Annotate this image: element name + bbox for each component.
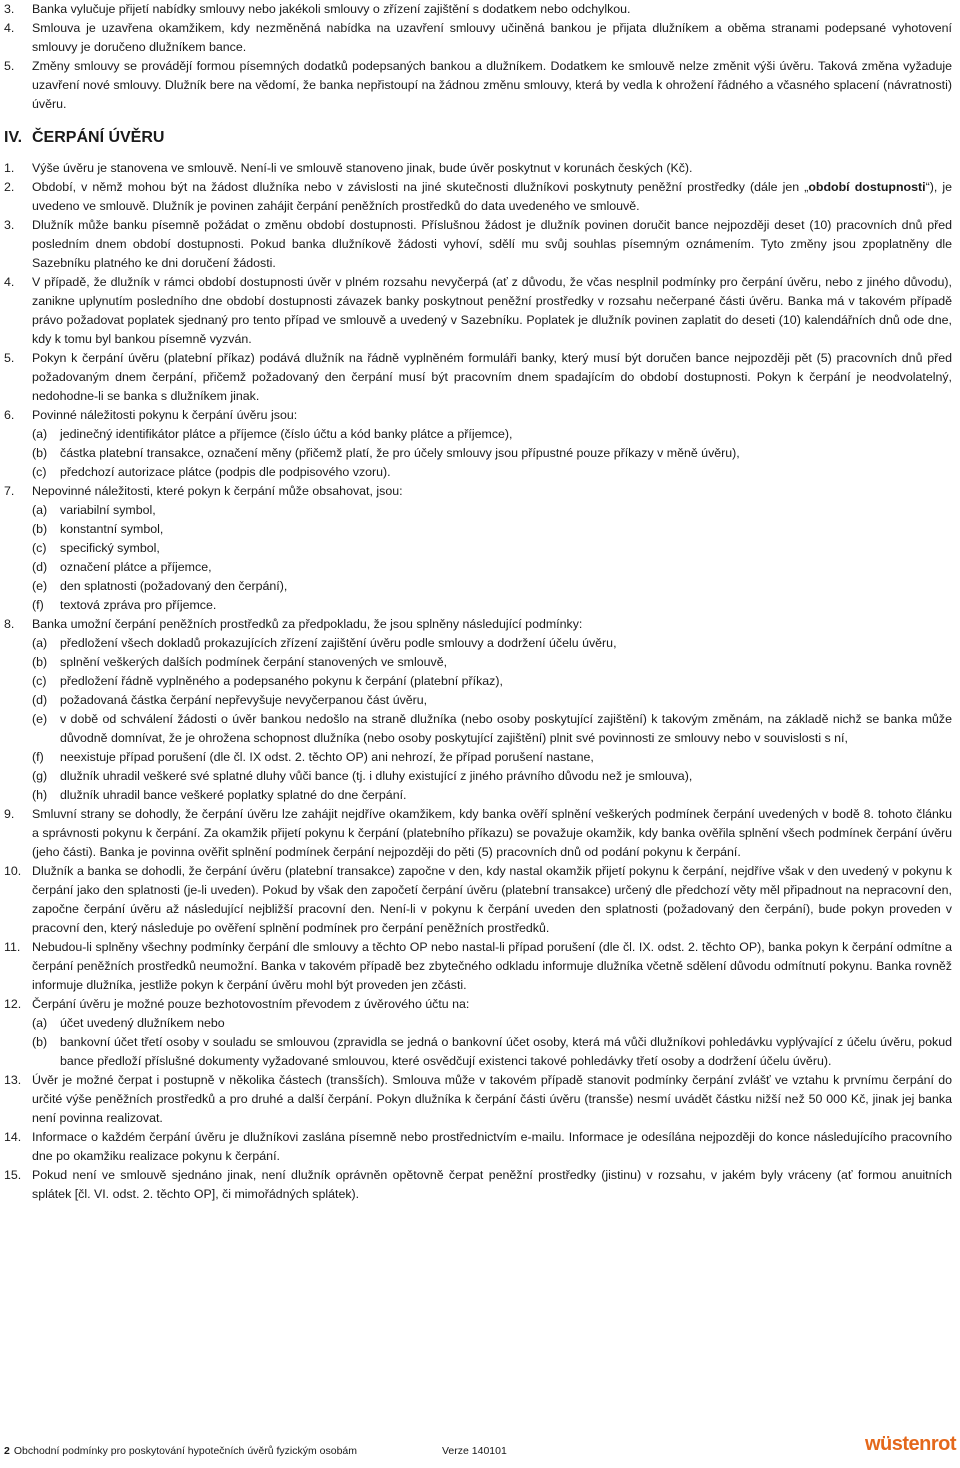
sub-item-letter: (a) [32,427,48,441]
sub-item-letter: (e) [32,579,48,593]
item-text [32,178,952,216]
paragraph-text: Smlouva je uzavřena okamžikem, kdy nezměněná nabídka na uzavření smlouvy učiněná bankou je přijata dlužníkem a oběma stranami podepsané vyhotovení smlouvy je doručeno dlužníkem bance. [32,21,952,54]
document-title: Obchodní podmínky pro poskytování hypotečních úvěrů fyzickým osobám [13,1445,358,1457]
sub-item [4,710,952,748]
document-body [4,0,952,1204]
sub-item-letter: (a) [32,1016,48,1030]
item-number: 11. [4,940,21,954]
item-number: 2. [4,180,15,194]
paragraph-4 [4,19,952,57]
item-6 [4,406,952,425]
sub-item-text: den splatnosti (požadovaný den čerpání), [60,579,288,593]
item-number: 10. [4,864,22,878]
item-number: 12. [4,997,22,1011]
sub-item-letter: (e) [32,712,48,726]
item-7 [4,482,952,501]
sub-item-text: předložení řádně vyplněného a podepsaného pokynu k čerpání (platební příkaz), [60,674,503,688]
paragraph-number: 5. [4,59,15,73]
sub-item-letter: (d) [32,693,48,707]
item-text: Banka umožní čerpání peněžních prostředků za předpokladu, že jsou splněny následující podmínky: [32,617,583,631]
sub-item [4,463,952,482]
sub-item [4,672,952,691]
sub-item-text: variabilní symbol, [60,503,156,517]
page-footer [4,1441,952,1461]
item-13 [4,1071,952,1128]
item-2 [4,178,952,216]
sub-item [4,653,952,672]
item-number: 7. [4,484,15,498]
item-number: 9. [4,807,15,821]
item-text: Čerpání úvěru je možné pouze bezhotovostním převodem z úvěrového účtu na: [32,997,470,1011]
sub-item-text: předložení všech dokladů prokazujících zřízení zajištění úvěru podle smlouvy a dodržení účelu úvěru, [60,636,617,650]
item-10 [4,862,952,938]
item-number: 13. [4,1073,22,1087]
sub-item-text: bankovní účet třetí osoby v souladu se smlouvou (zpravidla se jedná o bankovní účet osoby, která má vůči dlužníkovi pohledávku vyplývající z účelu úvěru, pokud bance předloží příslušné dokumenty vyžadované smlouvou, které osvědčují existenci takové pohledávky třetí osoby a dodržení účelu úvěru). [60,1035,952,1068]
sub-item-letter: (c) [32,541,47,555]
item-text: Výše úvěru je stanovena ve smlouvě. Není-li ve smlouvě stanoveno jinak, bude úvěr poskytnut v korunách českých (Kč). [32,161,693,175]
sub-item-text: účet uvedený dlužníkem nebo [60,1016,225,1030]
paragraph-number: 3. [4,2,15,16]
paragraph-number: 4. [4,21,15,35]
sub-item-letter: (a) [32,503,48,517]
sub-item-text: neexistuje případ porušení (dle čl. IX odst. 2. těchto OP) ani nehrozí, že případ porušení nastane, [60,750,594,764]
item-number: 5. [4,351,15,365]
item-text: Informace o každém čerpání úvěru je dlužníkovi zaslána písemně nebo prostřednictvím e-mailu. Informace je odesílána nejpozději do konce následujícího pracovního dne po okamžiku realizace pokynu k čerpání. [32,1130,952,1163]
sub-item-text: označení plátce a příjemce, [60,560,212,574]
sub-item-text: dlužník uhradil veškeré své splatné dluhy vůči bance (tj. i dluhy existující z jiného právního důvodu než je smlouva), [60,769,693,783]
item-text: Povinné náležitosti pokynu k čerpání úvěru jsou: [32,408,298,422]
sub-item-letter: (b) [32,522,48,536]
item-5 [4,349,952,406]
sub-item [4,748,952,767]
sub-item-letter: (g) [32,769,48,783]
sub-item-text: částka platební transakce, označení měny (přičemž platí, že pro účely smlouvy jsou přípustné pouze příkazy v měně úvěru), [60,446,740,460]
section-number: IV. [4,129,23,146]
sub-item [4,577,952,596]
sub-item-text: předchozí autorizace plátce (podpis dle podpisového vzoru). [60,465,391,479]
item-text-part: Období, v němž mohou být na žádost dlužníka nebo v závislosti na jiné skutečnosti dlužníkovi poskytnuty peněžní prostředky (dále jen „ [32,180,809,194]
sub-item [4,786,952,805]
sub-item-letter: (f) [32,598,44,612]
sub-item-letter: (b) [32,446,48,460]
sub-item-text: splnění veškerých dalších podmínek čerpání stanovených ve smlouvě, [60,655,448,669]
item-number: 15. [4,1168,22,1182]
item-text: Dlužník může banku písemně požádat o změnu období dostupnosti. Příslušnou žádost je dlužník povinen doručit bance nejpozději deset (10) pracovních dnů před posledním dnem období dostupnosti. Pokud banka dlužníkově žádosti vyhoví, sdělí mu svůj souhlas písemným oznámením. Tyto změny jsou zpoplatněny dle Sazebníku platného ke dni doručení žádosti. [32,218,952,270]
sub-item [4,425,952,444]
page-number: 2 [4,1445,10,1457]
item-number: 3. [4,218,15,232]
item-number: 1. [4,161,15,175]
item-3 [4,216,952,273]
item-text: Nepovinné náležitosti, které pokyn k čerpání může obsahovat, jsou: [32,484,403,498]
sub-item [4,520,952,539]
item-text: V případě, že dlužník v rámci období dostupnosti úvěr v plném rozsahu nevyčerpá (ať z důvodu, že včas nesplnil podmínky pro čerpání úvěru, nebo z jiného důvodu), zanikne uplynutím posledního dne období dostupnosti závazek banky poskytnout peněžní prostředky v rozsahu nečerpané části úvěru. Banka má v takovém případě právo požadovat poplatek sjednaný pro tento případ ve smlouvě a uvedený v Sazebníku. Poplatek je dlužník povinen zaplatit do deseti (10) kalendářních dnů ode dne, kdy k tomu byl bankou písemně vyzván. [32,275,952,346]
item-14 [4,1128,952,1166]
item-text: Pokyn k čerpání úvěru (platební příkaz) podává dlužník na řádně vyplněném formuláři banky, který musí být doručen bance nejpozději pět (5) pracovních dnů před požadovaným dnem čerpání, přičemž požadovaný den čerpání musí být pracovním dnem spadajícím do období dostupnosti. Pokyn k čerpání je neodvolatelný, nedohodne-li se banka s dlužníkem jinak. [32,351,952,403]
item-11 [4,938,952,995]
item-text: Dlužník a banka se dohodli, že čerpání úvěru (platební transakce) započne v den, kdy nastal okamžik přijetí pokynu k čerpání, nejdříve však v den uvedený v pokynu k čerpání jako den splatnosti (je-li uveden). Pokud by však den započetí čerpání úvěru (platební transakce) určený dle předchozí věty měl připadnout na nepracovní den, započne čerpání úvěru až následující nejbližší pracovní den. Není-li v pokynu k čerpání uveden den splatnosti (požadovaný den čerpání), bude pokyn proveden v pracovní den, který následuje po ověření splnění podmínek pro čerpání peněžních prostředků. [32,864,952,935]
sub-item [4,1033,952,1071]
sub-item-letter: (d) [32,560,48,574]
sub-item-letter: (b) [32,1035,48,1049]
sub-item [4,558,952,577]
item-4 [4,273,952,349]
sub-item-letter: (c) [32,465,47,479]
sub-item-text: dlužník uhradil bance veškeré poplatky splatné do dne čerpání. [60,788,407,802]
paragraph-5 [4,57,952,114]
item-8 [4,615,952,634]
section-title: ČERPÁNÍ ÚVĚRU [32,129,165,146]
sub-item [4,596,952,615]
sub-item-letter: (c) [32,674,47,688]
sub-item-letter: (h) [32,788,48,802]
defined-term: období dostupnosti [808,180,926,194]
item-15 [4,1166,952,1204]
wustenrot-logo: wüstenrot [864,1433,956,1455]
item-1 [4,159,952,178]
sub-item [4,444,952,463]
item-number: 6. [4,408,15,422]
paragraph-3 [4,0,952,19]
sub-item-text: jedinečný identifikátor plátce a příjemce (číslo účtu a kód banky plátce a příjemce), [60,427,513,441]
item-text: Pokud není ve smlouvě sjednáno jinak, není dlužník oprávněn opětovně čerpat peněžní prostředky (jistinu) v rozsahu, v jakém byly vráceny (ať formou anuitních splátek [čl. VI. odst. 2. těchto OP], či mimořádných splátek). [32,1168,952,1201]
sub-item [4,539,952,558]
item-text: Úvěr je možné čerpat i postupně v několika částech (transších). Smlouva může v takovém případě stanovit podmínky čerpání zvlášť ve vztahu k prvnímu čerpání do určité výše peněžních prostředků a pro druhé a další čerpání. Pokyn dlužníka k čerpání části úvěru (transše) nesmí uvádět částku nižší než 50 000 Kč, jinak jej banka není povinna realizovat. [32,1073,952,1125]
item-text: Smluvní strany se dohodly, že čerpání úvěru lze zahájit nejdříve okamžikem, kdy banka ověří splnění veškerých podmínek čerpání uvedených v bodě 8. tohoto článku a správnosti pokynu k čerpání. Za okamžik přijetí pokynu k čerpání (platebního příkazu) se považuje okamžik, kdy banka ověřila splnění všech podmínek čerpání úvěru (jeho části). Banka je povinna ověřit splnění podmínek čerpání nejpozději do pěti (5) pracovních dnů od podání pokynu k čerpání. [32,807,952,859]
item-text: Nebudou-li splněny všechny podmínky čerpání dle smlouvy a těchto OP nebo nastal-li případ porušení (dle čl. IX. odst. 2. těchto OP), banka pokyn k čerpání odmítne a čerpání peněžních prostředků neumožní. Banka v takovém případě bez zbytečného odkladu informuje dlužníka včetně sdělení důvodu odmítnutí pokynu. Banka rovněž informuje dlužníka, jestliže pokyn k čerpání úvěru mohl být proveden jen zčásti. [32,940,952,992]
paragraph-text: Banka vylučuje přijetí nabídky smlouvy nebo jakékoli smlouvy o zřízení zajištění s dodatkem nebo odchylkou. [32,2,631,16]
paragraph-text: Změny smlouvy se provádějí formou písemných dodatků podepsaných bankou a dlužníkem. Dodatkem ke smlouvě nelze změnit výši úvěru. Taková změna vyžaduje uzavření nové smlouvy. Dlužník bere na vědomí, že banka nepřistoupí na žádnou změnu smlouvy, která by vedla k ohrožení řádného a včasného splacení (návratnosti) úvěru. [32,59,952,111]
version-label: Verze 140101 [442,1445,507,1457]
sub-item-text: v době od schválení žádosti o úvěr bankou nedošlo na straně dlužníka (nebo osoby poskytující zajištění) k takovým změnám, na základě nichž se banka může důvodně domnívat, že je ohrožena schopnost dlužníka (nebo osoby poskytující zajištění) plnit své povinnosti ze smlouvy nebo v souvislosti s ní, [60,712,952,745]
sub-item [4,501,952,520]
item-12 [4,995,952,1014]
sub-item-letter: (f) [32,750,44,764]
section-heading [4,128,952,147]
sub-item-letter: (a) [32,636,48,650]
sub-item-text: specifický symbol, [60,541,160,555]
item-text-part: “), je uvedeno ve smlouvě. Dlužník je povinen zahájit čerpání peněžních prostředků do data uvedeného ve smlouvě. [32,180,952,213]
sub-item [4,691,952,710]
sub-item-letter: (b) [32,655,48,669]
item-number: 4. [4,275,15,289]
sub-item-text: konstantní symbol, [60,522,164,536]
item-number: 8. [4,617,15,631]
sub-item [4,634,952,653]
item-9 [4,805,952,862]
sub-item-text: požadovaná částka čerpání nepřevyšuje nevyčerpanou část úvěru, [60,693,428,707]
item-number: 14. [4,1130,22,1144]
sub-item [4,767,952,786]
sub-item-text: textová zpráva pro příjemce. [60,598,217,612]
sub-item [4,1014,952,1033]
